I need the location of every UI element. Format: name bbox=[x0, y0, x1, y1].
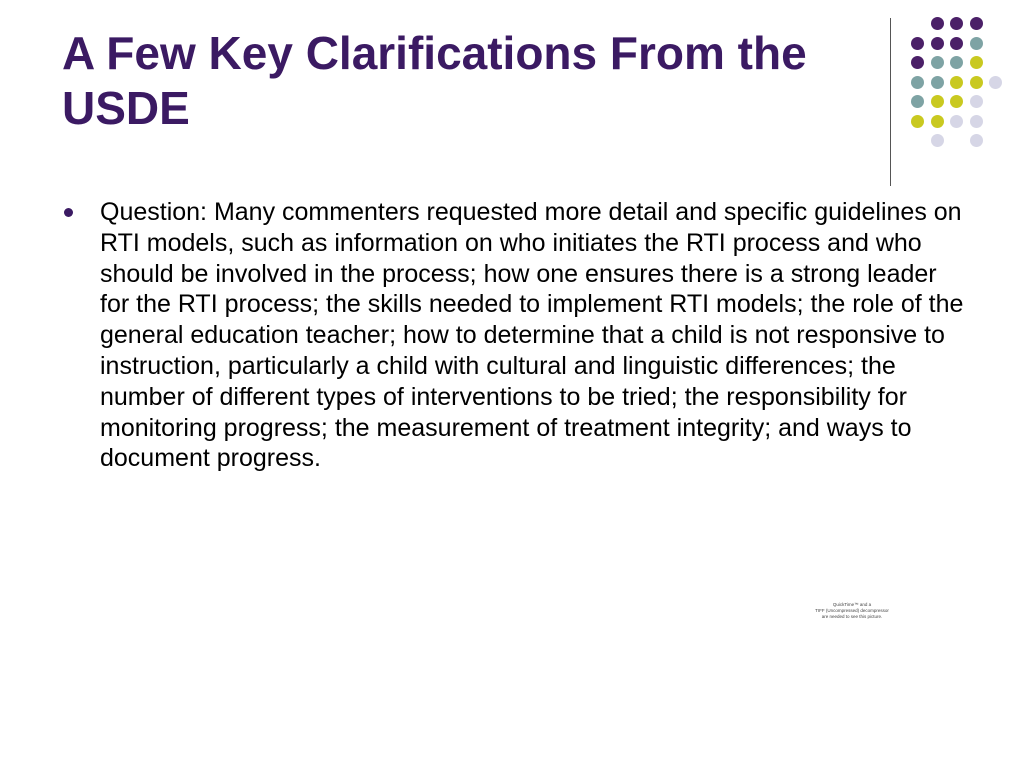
decorative-dot bbox=[911, 56, 924, 69]
decorative-dot bbox=[989, 76, 1002, 89]
bullet-list bbox=[62, 197, 972, 474]
decorative-dot bbox=[970, 115, 983, 128]
decorative-dot bbox=[911, 37, 924, 50]
decorative-dot bbox=[950, 37, 963, 50]
slide-title: A Few Key Clarifications From the USDE bbox=[62, 27, 807, 134]
placeholder-line: are needed to see this picture. bbox=[821, 614, 883, 619]
decorative-dot bbox=[970, 76, 983, 89]
decorative-dot bbox=[931, 37, 944, 50]
decorative-dot bbox=[970, 95, 983, 108]
decorative-dot bbox=[931, 17, 944, 30]
decorative-dot bbox=[970, 134, 983, 147]
missing-picture-placeholder bbox=[802, 602, 902, 620]
decorative-dot bbox=[970, 37, 983, 50]
decorative-dot bbox=[931, 56, 944, 69]
decorative-dot bbox=[950, 76, 963, 89]
decorative-dot bbox=[950, 95, 963, 108]
decorative-dot bbox=[950, 17, 963, 30]
decorative-dot bbox=[950, 56, 963, 69]
bullet-item bbox=[62, 197, 972, 474]
decorative-dot bbox=[911, 95, 924, 108]
placeholder-line: QuickTime™ and a bbox=[832, 602, 872, 607]
decorative-dot bbox=[931, 134, 944, 147]
decorative-dot bbox=[931, 95, 944, 108]
decorative-dot bbox=[911, 115, 924, 128]
decorative-dot bbox=[931, 76, 944, 89]
decorative-dot bbox=[970, 17, 983, 30]
title-divider-line bbox=[890, 18, 891, 186]
decorative-dot bbox=[911, 76, 924, 89]
decorative-dot bbox=[950, 115, 963, 128]
decorative-dot bbox=[931, 115, 944, 128]
bullet-text: Question: Many commenters requested more detail and specific guidelines on RTI models, such as information on who initiates the RTI process and who should be involved in the process; how one ensures there is a strong leader for the RTI process; the skills needed to implement RTI models; the role of the general education teacher; how to determine that a child is not responsive to instruction, particularly a child with cultural and linguistic differences; the number of different types of interventions to be tried; the responsibility for monitoring progress; the measurement of treatment integrity; and ways to document progress. bbox=[100, 198, 964, 473]
decorative-dot bbox=[970, 56, 983, 69]
placeholder-line: TIFF (Uncompressed) decompressor bbox=[815, 608, 889, 613]
bullet-dot-icon bbox=[64, 208, 73, 217]
